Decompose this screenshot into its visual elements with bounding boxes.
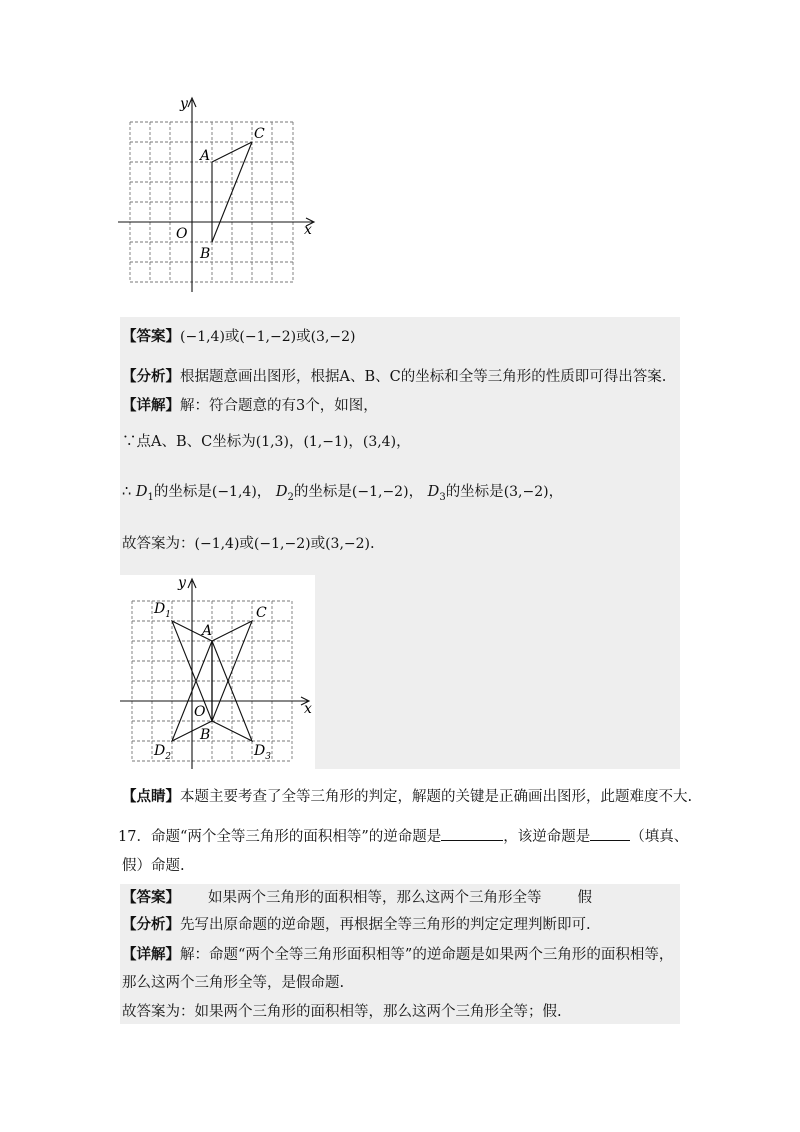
y-axis-label: y	[178, 575, 186, 591]
q17-analysis-line: 【分析】先写出原命题的逆命题，再根据全等三角形的判定定理判断即可.	[122, 916, 591, 933]
q17-stem-line1: 17．命题“两个全等三角形的面积相等”的逆命题是 ，该逆命题是 （填真、	[118, 826, 688, 847]
point-a-label: A	[202, 623, 213, 639]
point-b-label: B	[200, 727, 211, 743]
point-d2-label: $D_2$	[154, 743, 171, 762]
point-d3-label: $D_3$	[254, 743, 271, 762]
y-axis-label: y	[180, 96, 188, 112]
figure-2-coordinate-grid	[120, 575, 315, 770]
q17-answer-line: 【答案】 如果两个三角形的面积相等，那么这两个三角形全等 假	[122, 889, 592, 906]
q17-detail-line1: 【详解】解：命题“两个全等三角形面积相等”的逆命题是如果两个三角形的面积相等，	[122, 946, 674, 963]
answer-blank-2	[590, 826, 630, 841]
answer-blank-1	[441, 826, 503, 841]
point-b-label: B	[200, 246, 211, 262]
point-c-label: C	[254, 126, 265, 142]
q17-stem-line2: 假）命题.	[122, 858, 185, 874]
q17-conclusion-line: 故答案为：如果两个三角形的面积相等，那么这两个三角形全等；假.	[122, 1004, 562, 1020]
figure-1-coordinate-grid	[118, 92, 328, 297]
conclusion-line: 故答案为：(−1,4)或(−1,−2)或(3,−2).	[122, 536, 375, 552]
q17-detail-line2: 那么这两个三角形全等，是假命题.	[122, 975, 345, 991]
detail-line: 【详解】解：符合题意的有3个，如图，	[122, 397, 378, 414]
point-d1-label: $D_1$	[154, 601, 171, 620]
analysis-line: 【分析】根据题意画出图形，根据A、B、C的坐标和全等三角形的性质即可得出答案.	[122, 368, 667, 385]
answer-line: 【答案】(−1,4)或(−1,−2)或(3,−2)	[122, 328, 356, 345]
comment-line: 【点睛】本题主要考查了全等三角形的判定，解题的关键是正确画出图形，此题难度不大.	[122, 788, 693, 805]
because-line: ∵点A、B、C坐标为(1,3)，(1,−1)，(3,4)，	[122, 434, 411, 450]
x-axis-label: x	[304, 701, 312, 717]
point-c-label: C	[256, 605, 267, 621]
origin-label: O	[176, 226, 188, 242]
point-a-label: A	[200, 148, 211, 164]
therefore-line: ∴ $D_1$的坐标是(−1,4)， $D_2$的坐标是(−1,−2)， $D_3$的坐标是(3,−2)，	[122, 484, 564, 503]
x-axis-label: x	[304, 222, 312, 238]
answer-tag: 【答案】	[122, 328, 180, 345]
origin-label: O	[194, 704, 206, 720]
